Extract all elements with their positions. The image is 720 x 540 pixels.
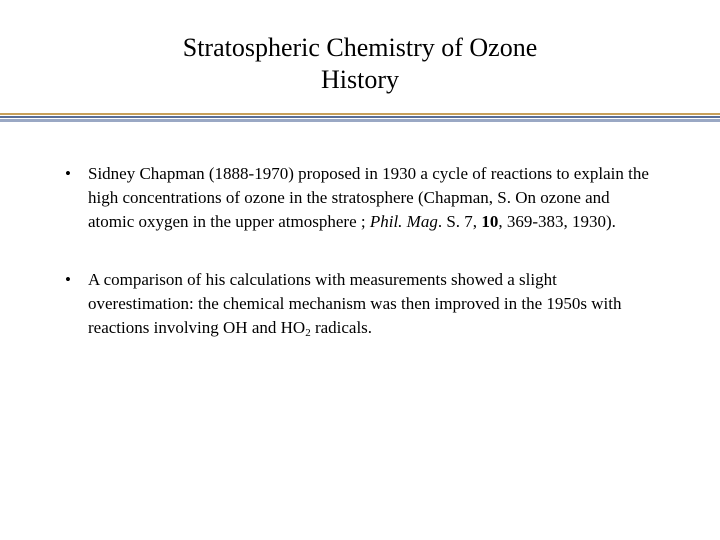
bullet-intro-text: Sidney Chapman (1888-1970) proposed in 1930 a cycle of reactions to explain the high concentrations of ozone in the stratosphere (Chapman, S. On ozone and atomic oxygen in the upper atmosphere ; bbox=[88, 164, 649, 231]
slide-title bbox=[0, 32, 720, 96]
divider-line-bottom bbox=[0, 119, 720, 122]
series-text: . S. 7, bbox=[437, 212, 482, 231]
divider-line-middle bbox=[0, 116, 720, 118]
title-line-1: Stratospheric Chemistry of Ozone bbox=[182, 33, 538, 62]
list-item bbox=[60, 268, 660, 340]
subscript-two: 2 bbox=[305, 327, 311, 339]
bullet-list bbox=[60, 162, 660, 374]
bullet-main-text: A comparison of his calculations with measurements showed a slight overestimation: the chemical mechanism was then improved in the 1950s with reactions involving OH and HO bbox=[88, 270, 622, 337]
bullet-icon: • bbox=[65, 270, 71, 289]
divider-line-top bbox=[0, 113, 720, 115]
citation-end-text: , 369-383, 1930). bbox=[498, 212, 616, 231]
bullet-text-comparison bbox=[88, 268, 660, 340]
bullet-text-chapman bbox=[88, 162, 660, 234]
list-item bbox=[60, 162, 660, 234]
title-divider bbox=[0, 113, 720, 123]
volume-number: 10 bbox=[481, 212, 499, 231]
journal-name: Phil. Mag bbox=[369, 212, 438, 231]
title-line-2: History bbox=[321, 65, 399, 94]
bullet-icon: • bbox=[65, 164, 71, 183]
bullet-end-text: radicals. bbox=[310, 318, 373, 337]
